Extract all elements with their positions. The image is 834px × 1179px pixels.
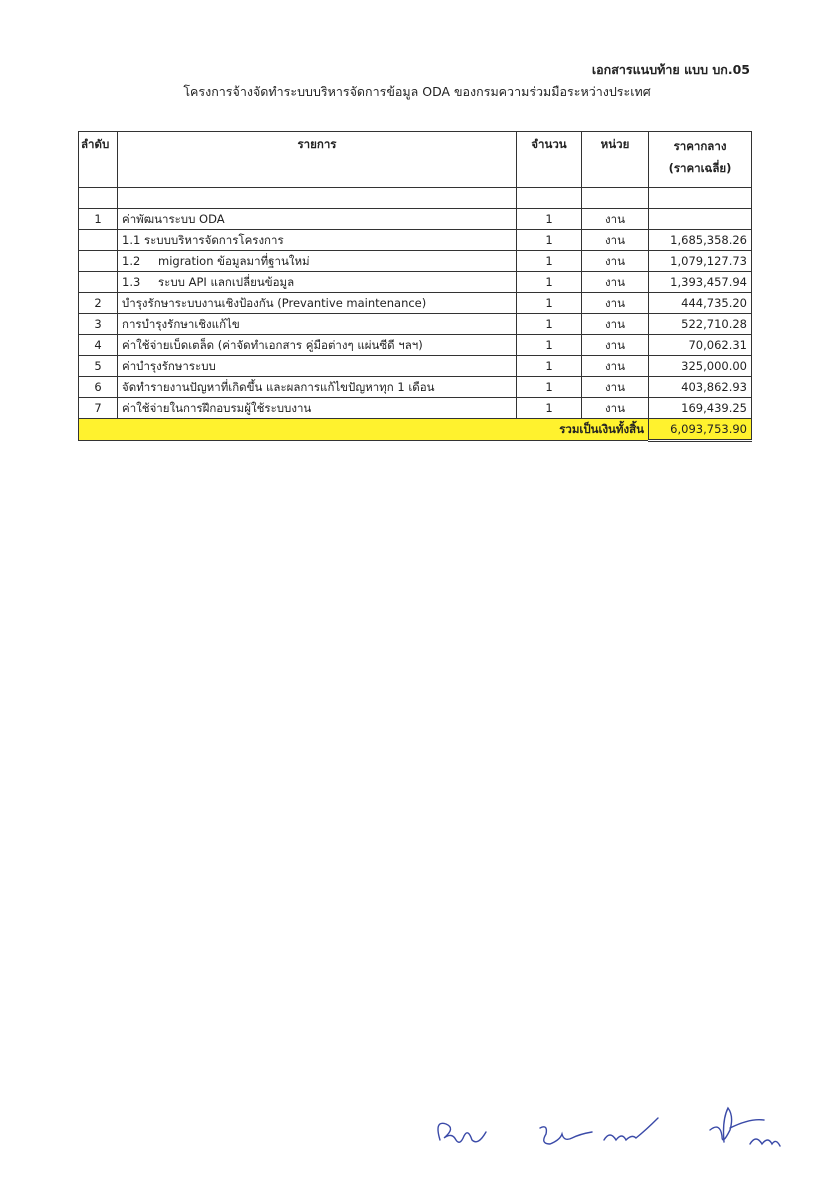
row-unit: งาน <box>582 209 649 230</box>
row-price: 1,393,457.94 <box>649 272 752 293</box>
row-item-text: ค่าบำรุงรักษาระบบ <box>122 358 216 373</box>
row-price: 403,862.93 <box>649 377 752 398</box>
row-price: 70,062.31 <box>649 335 752 356</box>
row-price: 522,710.28 <box>649 314 752 335</box>
row-price <box>649 209 752 230</box>
row-item <box>118 293 517 314</box>
row-sub-number: 1.3 <box>122 274 141 289</box>
row-item <box>118 377 517 398</box>
row-item-text: ค่าพัฒนาระบบ ODA <box>122 211 225 226</box>
row-item-text: ค่าใช้จ่ายในการฝึกอบรมผู้ใช้ระบบงาน <box>122 400 312 415</box>
header-no: ลำดับ <box>79 132 118 188</box>
row-item <box>118 356 517 377</box>
row-number: 7 <box>79 398 118 419</box>
row-qty: 1 <box>517 335 582 356</box>
row-item-text: การบำรุงรักษาเชิงแก้ไข <box>122 316 240 331</box>
row-unit: งาน <box>582 398 649 419</box>
row-qty: 1 <box>517 251 582 272</box>
row-qty: 1 <box>517 209 582 230</box>
row-unit: งาน <box>582 230 649 251</box>
table-row <box>79 314 752 335</box>
row-item <box>118 209 517 230</box>
document-title: โครงการจ้างจัดทำระบบบริหารจัดการข้อมูล ODA ของกรมความร่วมมือระหว่างประเทศ <box>183 84 651 99</box>
row-item-text: บำรุงรักษาระบบงานเชิงป้องกัน (Prevantive maintenance) <box>122 295 427 310</box>
table-row <box>79 209 752 230</box>
total-value: 6,093,753.90 <box>649 419 752 441</box>
row-item-text: จัดทำรายงานปัญหาที่เกิดขึ้น และผลการแก้ไขปัญหาทุก 1 เดือน <box>122 379 435 394</box>
row-number <box>79 251 118 272</box>
row-item-text: 1.1 ระบบบริหารจัดการโครงการ <box>122 232 284 247</box>
table-row <box>79 230 752 251</box>
signature-3 <box>604 1118 658 1140</box>
row-item-text: ระบบ API แลกเปลี่ยนข้อมูล <box>158 274 295 289</box>
cost-table <box>78 131 752 442</box>
table-row <box>79 335 752 356</box>
row-number <box>79 272 118 293</box>
row-qty: 1 <box>517 293 582 314</box>
row-item <box>118 230 517 251</box>
header-item: รายการ <box>118 132 517 188</box>
spacer-row <box>79 188 752 209</box>
row-unit: งาน <box>582 356 649 377</box>
row-qty: 1 <box>517 356 582 377</box>
row-number: 2 <box>79 293 118 314</box>
table-row <box>79 377 752 398</box>
row-unit: งาน <box>582 335 649 356</box>
row-item-text: ค่าใช้จ่ายเบ็ดเตล็ด (ค่าจัดทำเอกสาร คู่มือต่างๆ แผ่นซีดี ฯลฯ) <box>122 337 423 352</box>
document-reference: เอกสารแนบท้าย แบบ บก.05 <box>591 62 750 77</box>
total-label: รวมเป็นเงินทั้งสิ้น <box>79 419 649 441</box>
row-number <box>79 230 118 251</box>
header-price-line1: ราคากลาง <box>673 139 727 153</box>
row-price: 444,735.20 <box>649 293 752 314</box>
row-qty: 1 <box>517 230 582 251</box>
table-row <box>79 251 752 272</box>
row-price: 1,079,127.73 <box>649 251 752 272</box>
header-qty: จำนวน <box>517 132 582 188</box>
header-unit: หน่วย <box>582 132 649 188</box>
table-row <box>79 398 752 419</box>
row-qty: 1 <box>517 272 582 293</box>
row-sub-number: 1.2 <box>122 253 141 268</box>
signature-area <box>420 1100 820 1170</box>
table-header-row <box>79 132 752 188</box>
row-unit: งาน <box>582 314 649 335</box>
row-item <box>118 272 517 293</box>
signature-1 <box>438 1123 486 1142</box>
row-number: 4 <box>79 335 118 356</box>
header-price-line2: (ราคาเฉลี่ย) <box>668 161 732 175</box>
signatures-image <box>420 1100 820 1170</box>
signature-2 <box>540 1127 592 1144</box>
row-item <box>118 314 517 335</box>
table-row <box>79 356 752 377</box>
row-price: 325,000.00 <box>649 356 752 377</box>
row-unit: งาน <box>582 251 649 272</box>
row-number: 6 <box>79 377 118 398</box>
signature-4 <box>710 1108 780 1146</box>
row-qty: 1 <box>517 377 582 398</box>
row-price: 169,439.25 <box>649 398 752 419</box>
row-unit: งาน <box>582 272 649 293</box>
row-qty: 1 <box>517 398 582 419</box>
row-item <box>118 335 517 356</box>
row-unit: งาน <box>582 377 649 398</box>
header-price <box>649 132 752 188</box>
table-row <box>79 272 752 293</box>
row-unit: งาน <box>582 293 649 314</box>
row-item <box>118 251 517 272</box>
row-number: 1 <box>79 209 118 230</box>
row-number: 3 <box>79 314 118 335</box>
row-item <box>118 398 517 419</box>
row-number: 5 <box>79 356 118 377</box>
row-qty: 1 <box>517 314 582 335</box>
row-item-text: migration ข้อมูลมาที่ฐานใหม่ <box>158 253 310 268</box>
table-row <box>79 293 752 314</box>
total-row <box>79 419 752 441</box>
row-price: 1,685,358.26 <box>649 230 752 251</box>
